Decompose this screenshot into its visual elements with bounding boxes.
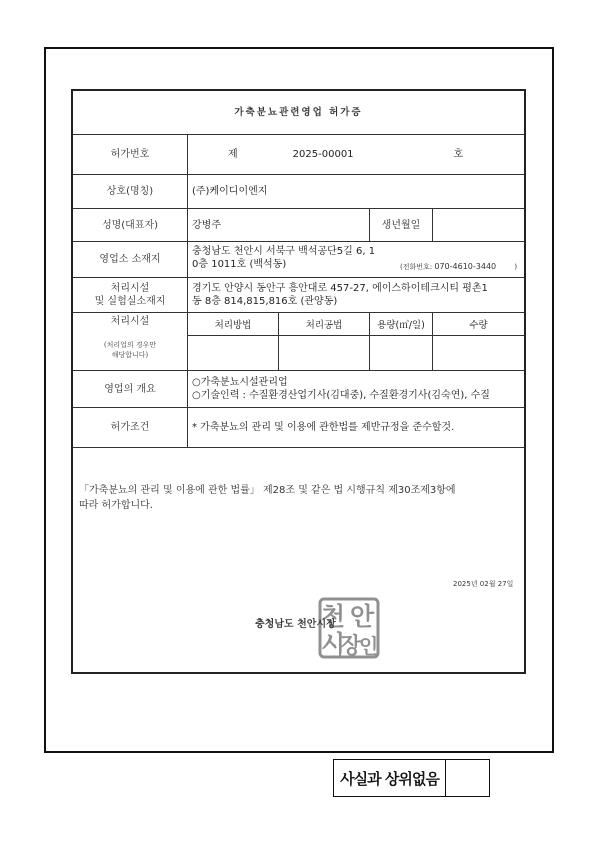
representative-value: 강병주 — [192, 219, 221, 231]
capacity-value — [370, 336, 433, 371]
representative-label: 성명(대표자) — [101, 219, 159, 231]
treatment-facility-label-cell — [73, 313, 188, 370]
birth-date-label: 생년월일 — [381, 219, 421, 231]
conditions-label: 허가조건 — [110, 422, 150, 433]
document-title: 가축분뇨관련영업 허가증 — [234, 107, 363, 118]
treatment-process-header — [279, 313, 370, 336]
representative-value-cell — [188, 209, 370, 241]
permit-certificate — [71, 89, 526, 674]
business-name-value: (주)케이디이엔지 — [192, 186, 268, 197]
business-address-label: 영업소 소재지 — [99, 254, 161, 265]
title-cell — [73, 91, 524, 134]
business-overview-label-cell — [73, 371, 188, 407]
facility-location-label-line1: 처리시설 — [110, 283, 150, 294]
business-phone — [400, 260, 517, 274]
verification-stamp-blank — [446, 760, 489, 796]
business-overview-line2: ○기술인력 : 수질환경산업기사(김대중), 수질환경기사(김숙연), 수질 — [192, 390, 490, 401]
permit-number-value-cell — [188, 135, 524, 174]
business-phone-label: (전화번호: — [400, 263, 433, 271]
quantity-header-text: 수량 — [469, 320, 488, 331]
quantity-header — [433, 313, 524, 336]
business-address-line2: 0층 1011호 (백석동) — [192, 259, 287, 270]
facility-location-line1: 경기도 안양시 동안구 흥안대로 457-27, 에이스하이테크시티 평촌1 — [192, 283, 488, 294]
business-phone-value: 070-4610-3440 — [434, 262, 497, 271]
treatment-method-header — [188, 313, 279, 336]
quantity-value — [433, 336, 524, 371]
treatment-process-header-text: 처리공법 — [305, 320, 343, 331]
permit-number-label-cell — [73, 135, 188, 174]
business-name-row — [73, 175, 524, 209]
business-name-value-cell — [188, 175, 524, 208]
conditions-value-cell — [188, 408, 524, 447]
permit-number-suffix: 호 — [453, 149, 464, 160]
verification-stamp — [333, 759, 490, 797]
permit-number-label: 허가번호 — [110, 149, 150, 160]
representative-label-cell — [73, 209, 188, 241]
facility-location-row — [73, 278, 524, 313]
birth-date-value-cell — [433, 209, 524, 241]
verification-stamp-text: 사실과 상위없음 — [334, 760, 446, 796]
seal-char-2: 안 — [350, 602, 375, 631]
conditions-value: * 가축분뇨의 관리 및 이용에 관한법를 제반규정을 준수할것. — [192, 422, 455, 433]
representative-row — [73, 209, 524, 242]
business-name-label: 상호(명칭) — [106, 186, 154, 197]
treatment-process-value — [279, 336, 370, 371]
capacity-header — [370, 313, 433, 336]
business-address-row — [73, 242, 524, 278]
title-row — [73, 91, 524, 135]
treatment-facility-row — [73, 313, 524, 371]
birth-date-label-cell — [370, 209, 433, 241]
issuer-name: 충청남도 천안시장 — [255, 619, 336, 630]
treatment-facility-note-line2: 해당합니다) — [111, 351, 149, 359]
permit-number-prefix: 제 — [228, 149, 238, 160]
permit-number-value: 2025-00001 — [292, 149, 354, 160]
statement-line2: 따라 허가합니다. — [79, 500, 153, 511]
business-overview-row — [73, 371, 524, 408]
seal-char-5: 인 — [359, 634, 379, 658]
statement-line1: 「가축분뇨의 관리 및 이용에 관한 법률」 제28조 및 같은 법 시행규칙 제30조제3항에 — [79, 485, 456, 496]
conditions-row — [73, 408, 524, 448]
business-overview-line1: ○가축분뇨시설관리업 — [192, 377, 288, 388]
business-overview-value-cell — [188, 371, 524, 407]
permit-number-row — [73, 135, 524, 175]
treatment-method-header-text: 처리방법 — [214, 320, 252, 331]
business-overview-label: 영업의 개요 — [104, 383, 156, 395]
treatment-facility-note-line1: (처리업의 경우만 — [103, 341, 157, 349]
facility-location-label-line2: 및 실험실소재지 — [94, 296, 166, 307]
treatment-facility-label: 처리시설 — [110, 316, 150, 327]
conditions-label-cell — [73, 408, 188, 447]
seal-char-4: 장 — [340, 634, 362, 659]
business-name-label-cell — [73, 175, 188, 208]
business-address-line1: 충청남도 천안시 서북구 백석공단5길 6, 1 — [192, 246, 376, 257]
issue-date: 2025년 02월 27일 — [453, 580, 514, 588]
capacity-header-text: 용량(㎥/일) — [377, 320, 425, 331]
seal-char-1: 천 — [321, 602, 346, 631]
facility-location-line2: 동 8층 814,815,816호 (관양동) — [192, 296, 338, 307]
business-phone-close: ) — [514, 263, 518, 271]
treatment-method-value — [188, 336, 279, 371]
business-address-label-cell — [73, 242, 188, 277]
seal-char-3: 시 — [321, 630, 346, 659]
facility-location-value-cell — [188, 278, 524, 312]
permit-statement — [79, 483, 519, 513]
facility-location-label-cell — [73, 278, 188, 312]
business-address-value-cell — [188, 242, 524, 277]
